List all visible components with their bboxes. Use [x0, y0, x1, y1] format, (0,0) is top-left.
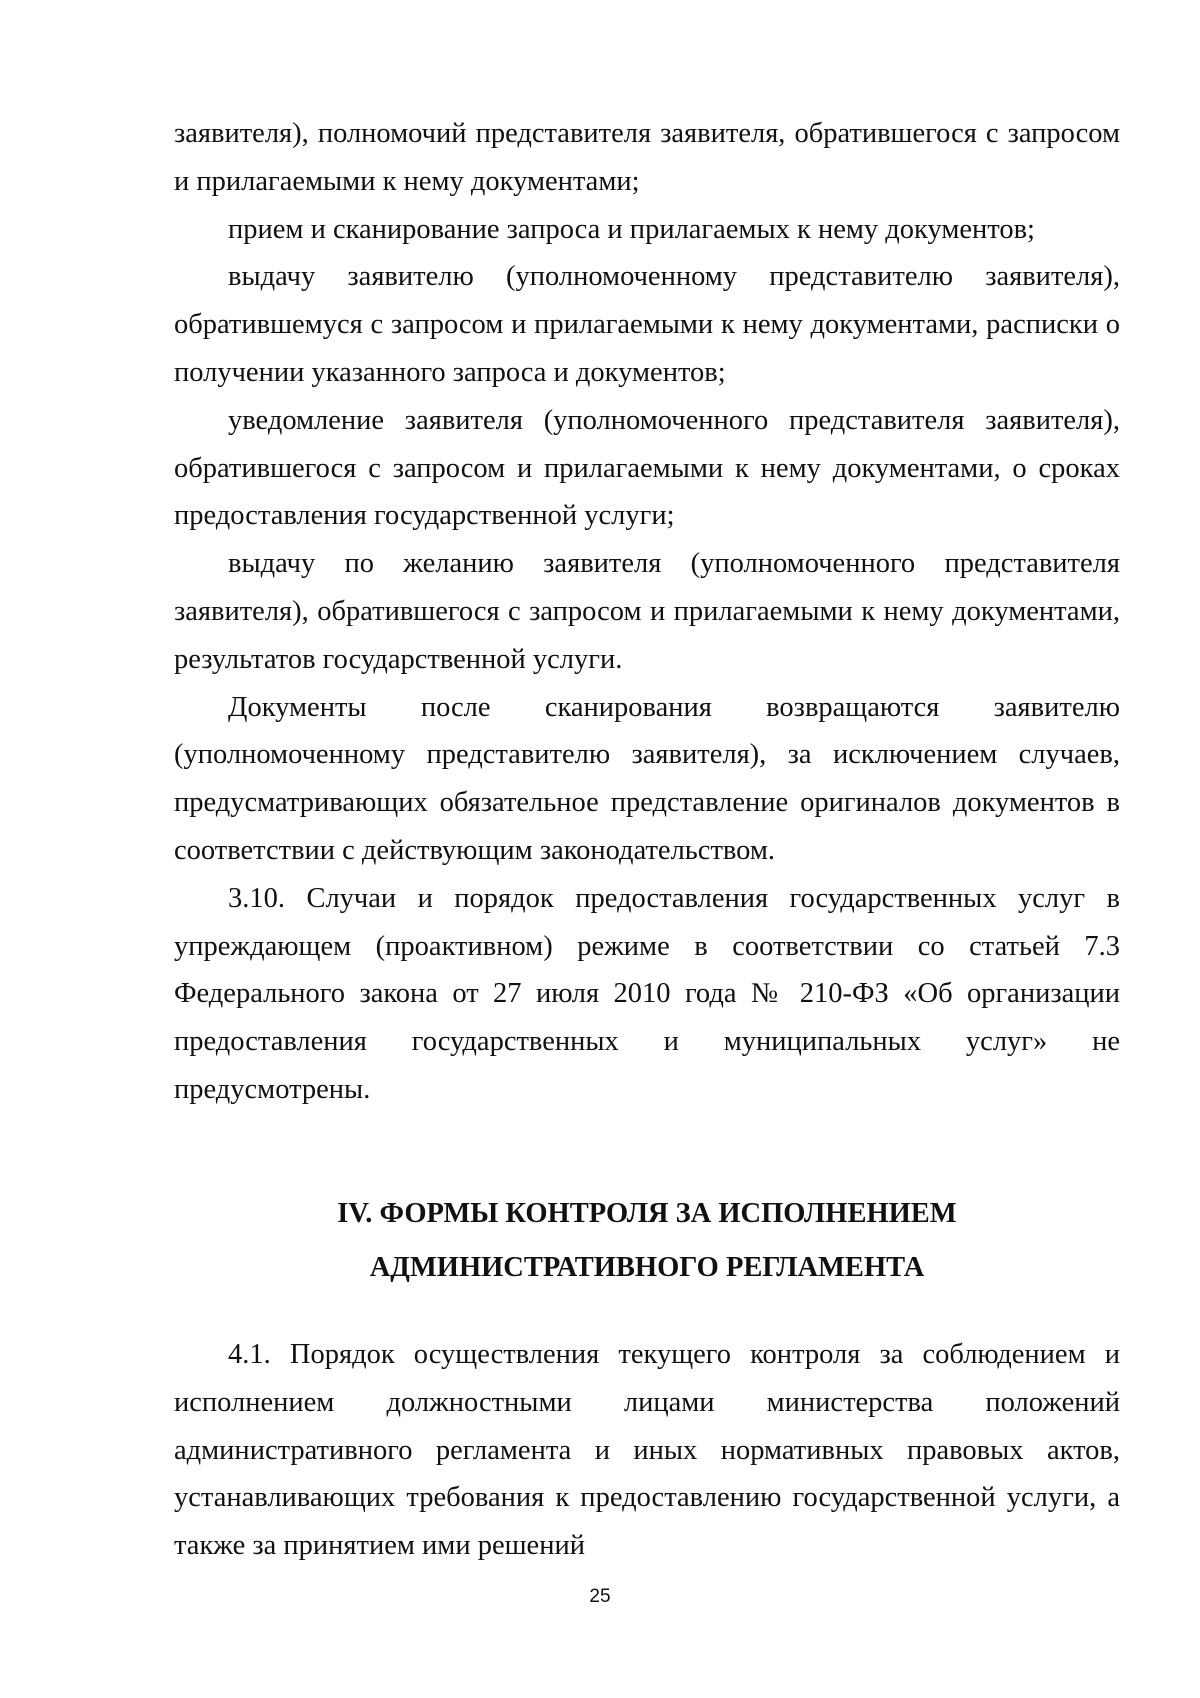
paragraph: уведомление заявителя (уполномоченного представителя заявителя), обратившегося с запросом и прилагаемыми к нему документами, о сроках предоставления государственной услуги;	[174, 404, 1120, 532]
paragraph: выдачу по желанию заявителя (уполномоченного представителя заявителя), обратившегося с запросом и прилагаемыми к нему документами, результатов государственной услуги.	[174, 548, 1120, 675]
section-heading-line-1: IV. ФОРМЫ КОНТРОЛЯ ЗА ИСПОЛНЕНИЕМ	[337, 1198, 957, 1229]
body-text-lower	[174, 1331, 1120, 1570]
section-heading	[174, 1187, 1120, 1295]
paragraph: 3.10. Случаи и порядок предоставления государственных услуг в упреждающем (проактивном) режиме в соответствии со статьей 7.3 Федерального закона от 27 июля 2010 года № 210-ФЗ «Об организации предоставления государственных и муниципальных услуг» не предусмотрены.	[174, 882, 1120, 1105]
paragraph: Документы после сканирования возвращаются заявителю (уполномоченному представителю заявителя), за исключением случаев, предусматривающих обязательное представление оригиналов документов в соответствии с действующим законодательством.	[174, 691, 1120, 866]
paragraph: 4.1. Порядок осуществления текущего контроля за соблюдением и исполнением должностными лицами министерства положений административного регламента и иных нормативных правовых актов, устанавливающих требования к предоставлению государственной услуги, а также за принятием ими решений	[174, 1339, 1120, 1562]
paragraph: заявителя), полномочий представителя заявителя, обратившегося с запросом и прилагаемыми к нему документами;	[174, 118, 1120, 197]
page-number: 25	[589, 1586, 611, 1607]
paragraph: прием и сканирование запроса и прилагаемых к нему документов;	[228, 213, 1035, 245]
body-text-upper	[174, 110, 1120, 1114]
paragraph: выдачу заявителю (уполномоченному представителю заявителя), обратившемуся с запросом и прилагаемыми к нему документами, расписки о получении указанного запроса и документов;	[174, 261, 1120, 388]
section-heading-line-2: АДМИНИСТРАТИВНОГО РЕГЛАМЕНТА	[369, 1252, 925, 1283]
